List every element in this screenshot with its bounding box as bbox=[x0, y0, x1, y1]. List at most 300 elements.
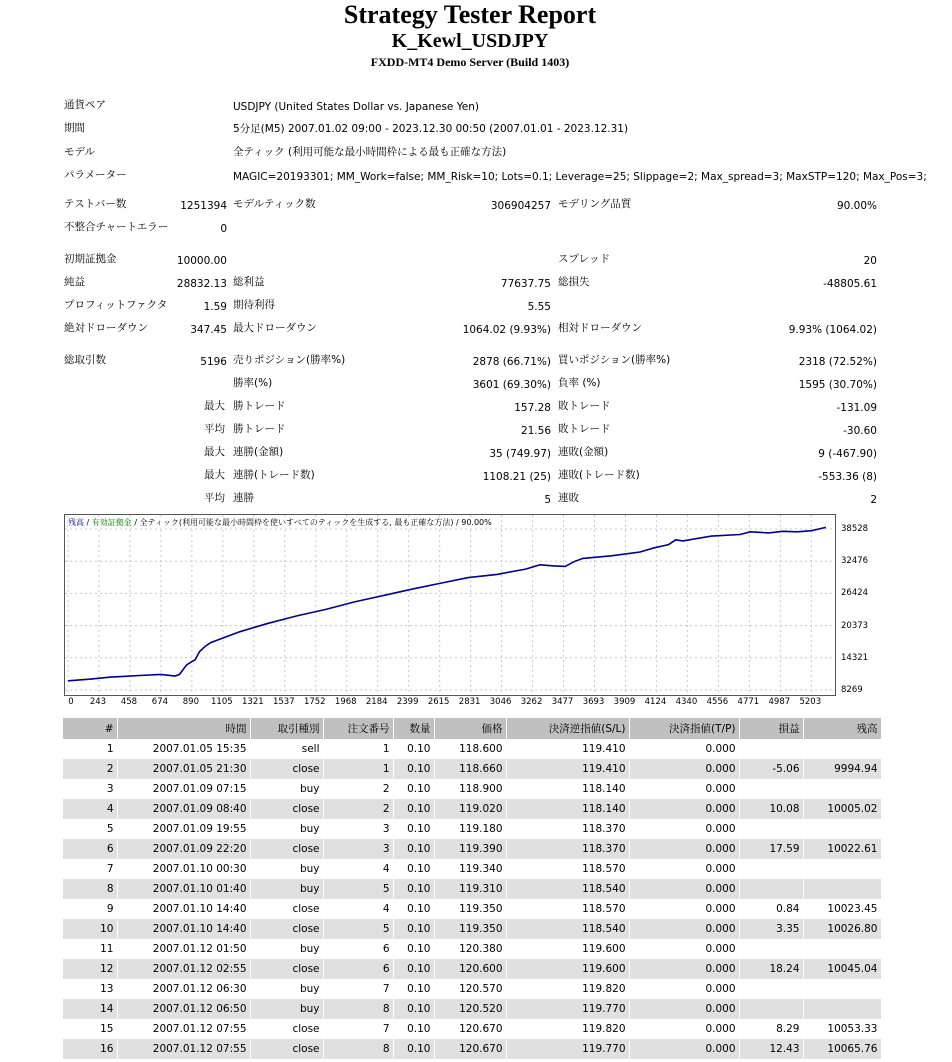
x-tick-label: 3477 bbox=[551, 697, 574, 707]
table-cell: 120.670 bbox=[434, 1039, 506, 1059]
table-cell bbox=[739, 819, 803, 839]
winrate-value: 3601 (69.30%) bbox=[472, 379, 551, 391]
x-tick-label: 1537 bbox=[272, 697, 295, 707]
deposit-value: 10000.00 bbox=[176, 255, 227, 267]
table-cell: 0.000 bbox=[629, 999, 739, 1019]
table-cell: 0.000 bbox=[629, 939, 739, 959]
symbol-label: 通貨ペア bbox=[64, 99, 106, 111]
table-cell: 0.10 bbox=[393, 919, 434, 939]
lossrate-label: 負率 (%) bbox=[558, 377, 601, 389]
table-cell: 3 bbox=[323, 819, 393, 839]
table-cell: 10045.04 bbox=[803, 959, 881, 979]
table-row bbox=[63, 919, 881, 939]
avg-loss-label: 敗トレード bbox=[558, 423, 611, 435]
table-cell: 4 bbox=[63, 799, 117, 819]
ticks-label: モデルティック数 bbox=[233, 198, 316, 210]
table-cell: 2007.01.05 21:30 bbox=[117, 759, 250, 779]
table-cell: 118.370 bbox=[506, 839, 629, 859]
table-cell: 8 bbox=[323, 1039, 393, 1059]
table-cell: 0.000 bbox=[629, 859, 739, 879]
table-cell: 0.10 bbox=[393, 839, 434, 859]
table-row bbox=[63, 879, 881, 899]
avg-consec-losses-label: 連敗 bbox=[558, 492, 579, 504]
table-row bbox=[63, 899, 881, 919]
table-cell: 12 bbox=[63, 959, 117, 979]
avg-consec-losses-value: 2 bbox=[870, 494, 877, 506]
table-cell: 2007.01.12 07:55 bbox=[117, 1039, 250, 1059]
table-cell: buy bbox=[250, 779, 323, 799]
table-cell: 2007.01.09 07:15 bbox=[117, 779, 250, 799]
table-cell: 119.020 bbox=[434, 799, 506, 819]
table-cell: 120.600 bbox=[434, 959, 506, 979]
table-cell: 2007.01.09 08:40 bbox=[117, 799, 250, 819]
max-consec-wins-value: 35 (749.97) bbox=[489, 448, 551, 460]
table-cell: 2007.01.09 19:55 bbox=[117, 819, 250, 839]
table-cell: 2 bbox=[323, 779, 393, 799]
table-cell bbox=[803, 939, 881, 959]
x-tick-label: 3909 bbox=[613, 697, 636, 707]
table-cell: 120.670 bbox=[434, 1019, 506, 1039]
pf-value: 1.59 bbox=[203, 301, 227, 313]
x-tick-label: 890 bbox=[182, 697, 199, 707]
period-label: 期間 bbox=[64, 122, 85, 134]
table-row bbox=[63, 939, 881, 959]
avg-word: 平均 bbox=[204, 423, 225, 435]
table-cell: 119.410 bbox=[506, 739, 629, 759]
table-cell: sell bbox=[250, 739, 323, 759]
bars-value: 1251394 bbox=[180, 200, 227, 212]
table-cell: buy bbox=[250, 819, 323, 839]
column-header: 損益 bbox=[739, 718, 803, 739]
table-cell: 2007.01.10 14:40 bbox=[117, 919, 250, 939]
expected-label: 期待利得 bbox=[233, 299, 275, 311]
avg-consec-wins-value: 5 bbox=[544, 494, 551, 506]
table-row bbox=[63, 979, 881, 999]
quality-value: 90.00% bbox=[836, 200, 877, 212]
column-header: # bbox=[63, 718, 117, 739]
legend-separator: / bbox=[84, 518, 92, 527]
y-tick-label: 20373 bbox=[841, 620, 869, 631]
long-label: 買いポジション(勝率%) bbox=[558, 354, 671, 366]
table-cell: 118.140 bbox=[506, 779, 629, 799]
x-tick-label: 4987 bbox=[768, 697, 791, 707]
short-value: 2878 (66.71%) bbox=[472, 356, 551, 368]
table-cell: 0.000 bbox=[629, 779, 739, 799]
table-body bbox=[63, 739, 881, 1059]
table-row bbox=[63, 859, 881, 879]
table-cell: 0.000 bbox=[629, 1019, 739, 1039]
avg-consec-wins-label: 連勝 bbox=[233, 492, 254, 504]
table-cell: 118.900 bbox=[434, 779, 506, 799]
x-tick-label: 4556 bbox=[706, 697, 729, 707]
table-cell: 119.310 bbox=[434, 879, 506, 899]
ticks-value: 306904257 bbox=[490, 200, 551, 212]
table-cell: 0.10 bbox=[393, 1019, 434, 1039]
params-label: パラメーター bbox=[64, 169, 127, 181]
pf-label: プロフィットファクタ bbox=[64, 299, 168, 311]
table-cell bbox=[739, 939, 803, 959]
table-cell: close bbox=[250, 899, 323, 919]
table-cell: 17.59 bbox=[739, 839, 803, 859]
table-cell: 7 bbox=[63, 859, 117, 879]
max-consec-profit-value: 1108.21 (25) bbox=[482, 471, 551, 483]
max-word: 最大 bbox=[204, 400, 225, 412]
y-tick-label: 8269 bbox=[841, 685, 863, 695]
column-header: 注文番号 bbox=[323, 718, 393, 739]
table-cell: 0.10 bbox=[393, 779, 434, 799]
table-cell: 0.10 bbox=[393, 999, 434, 1019]
x-tick-label: 2615 bbox=[427, 697, 450, 707]
table-cell: 16 bbox=[63, 1039, 117, 1059]
largest-loss-value: -131.09 bbox=[836, 402, 877, 414]
column-header: 決済逆指値(S/L) bbox=[506, 718, 629, 739]
table-cell: 119.820 bbox=[506, 979, 629, 999]
net-value: 28832.13 bbox=[176, 278, 227, 290]
table-cell bbox=[803, 879, 881, 899]
table-cell: buy bbox=[250, 999, 323, 1019]
table-cell: 7 bbox=[323, 979, 393, 999]
winrate-label: 勝率(%) bbox=[233, 377, 273, 389]
max-consec-loss-value: -553.36 (8) bbox=[818, 471, 877, 483]
table-cell: 0.84 bbox=[739, 899, 803, 919]
column-header: 時間 bbox=[117, 718, 250, 739]
table-cell bbox=[739, 979, 803, 999]
long-value: 2318 (72.52%) bbox=[798, 356, 877, 368]
table-cell: 7 bbox=[323, 1019, 393, 1039]
balance-chart-svg bbox=[65, 515, 835, 695]
table-cell: buy bbox=[250, 879, 323, 899]
table-cell: 0.10 bbox=[393, 759, 434, 779]
legend-separator: / bbox=[131, 518, 140, 527]
table-cell: 0.000 bbox=[629, 919, 739, 939]
table-cell: 119.410 bbox=[506, 759, 629, 779]
table-row bbox=[63, 839, 881, 859]
gross-profit-label: 総利益 bbox=[233, 276, 265, 288]
table-cell: 119.770 bbox=[506, 1039, 629, 1059]
max-consec-losses-value: 9 (-467.90) bbox=[818, 448, 877, 460]
table-cell: 9 bbox=[63, 899, 117, 919]
abs-dd-label: 絶対ドローダウン bbox=[64, 322, 148, 334]
table-cell: 119.350 bbox=[434, 919, 506, 939]
max-dd-label: 最大ドローダウン bbox=[233, 322, 317, 334]
short-label: 売りポジション(勝率%) bbox=[233, 354, 346, 366]
table-cell: 10065.76 bbox=[803, 1039, 881, 1059]
period-value: 5分足(M5) 2007.01.02 09:00 - 2023.12.30 00:50 (2007.01.01 - 2023.12.31) bbox=[233, 123, 629, 135]
table-cell: 2007.01.12 06:50 bbox=[117, 999, 250, 1019]
table-cell: 0.10 bbox=[393, 739, 434, 759]
server-name: FXDD-MT4 Demo Server (Build 1403) bbox=[370, 55, 570, 69]
table-cell: 119.340 bbox=[434, 859, 506, 879]
table-cell: 0.10 bbox=[393, 859, 434, 879]
x-tick-label: 1752 bbox=[303, 697, 326, 707]
quality-label: モデリング品質 bbox=[558, 198, 632, 210]
gross-loss-value: -48805.61 bbox=[823, 278, 877, 290]
table-cell: close bbox=[250, 1039, 323, 1059]
table-cell bbox=[803, 819, 881, 839]
table-cell bbox=[739, 879, 803, 899]
table-cell: 3 bbox=[63, 779, 117, 799]
table-cell: close bbox=[250, 1019, 323, 1039]
gross-profit-value: 77637.75 bbox=[500, 278, 551, 290]
rel-dd-value: 9.93% (1064.02) bbox=[788, 324, 877, 336]
table-cell bbox=[803, 859, 881, 879]
x-tick-label: 5203 bbox=[799, 697, 822, 707]
table-cell: 5 bbox=[323, 919, 393, 939]
legend-balance: 残高 bbox=[68, 518, 84, 527]
table-cell: 0.000 bbox=[629, 899, 739, 919]
table-cell: close bbox=[250, 799, 323, 819]
table-cell bbox=[803, 779, 881, 799]
x-tick-label: 458 bbox=[120, 697, 138, 707]
table-cell: 119.770 bbox=[506, 999, 629, 1019]
table-row bbox=[63, 759, 881, 779]
table-cell: 8 bbox=[323, 999, 393, 1019]
bars-label: テストバー数 bbox=[64, 198, 127, 210]
table-cell: 2007.01.05 15:35 bbox=[117, 739, 250, 759]
table-cell: 0.000 bbox=[629, 1039, 739, 1059]
column-header: 決済指値(T/P) bbox=[629, 718, 739, 739]
table-cell: 0.10 bbox=[393, 899, 434, 919]
table-cell: 120.520 bbox=[434, 999, 506, 1019]
lossrate-value: 1595 (30.70%) bbox=[798, 379, 877, 391]
table-cell: 119.820 bbox=[506, 1019, 629, 1039]
table-cell: 118.540 bbox=[506, 879, 629, 899]
table-row bbox=[63, 779, 881, 799]
abs-dd-value: 347.45 bbox=[190, 324, 227, 336]
table-cell bbox=[803, 979, 881, 999]
table-cell: 119.350 bbox=[434, 899, 506, 919]
table-cell bbox=[739, 859, 803, 879]
y-tick-label: 32476 bbox=[841, 556, 869, 567]
table-cell: 3 bbox=[323, 839, 393, 859]
table-cell: 0.000 bbox=[629, 979, 739, 999]
gross-loss-label: 総損失 bbox=[558, 276, 590, 288]
table-cell: 2007.01.10 00:30 bbox=[117, 859, 250, 879]
table-cell: 0.10 bbox=[393, 959, 434, 979]
max-consec-losses-label: 連敗(金額) bbox=[558, 446, 609, 458]
table-cell: 2007.01.12 02:55 bbox=[117, 959, 250, 979]
table-cell: 119.180 bbox=[434, 819, 506, 839]
mismatch-label: 不整合チャートエラー bbox=[64, 221, 169, 233]
table-cell: 118.140 bbox=[506, 799, 629, 819]
column-header: 取引種別 bbox=[250, 718, 323, 739]
table-cell: 1 bbox=[63, 739, 117, 759]
report-subtitle: K_Kewl_USDJPY bbox=[391, 30, 549, 52]
max-consec-wins-label: 連勝(金額) bbox=[233, 446, 284, 458]
table-cell bbox=[803, 999, 881, 1019]
avg-win-value: 21.56 bbox=[520, 425, 551, 437]
table-cell: 119.600 bbox=[506, 959, 629, 979]
spread-label: スプレッド bbox=[558, 253, 610, 265]
table-cell: buy bbox=[250, 859, 323, 879]
table-cell: 119.600 bbox=[506, 939, 629, 959]
avg-win-label: 勝トレード bbox=[233, 423, 286, 435]
legend-model-text: 全ティック(利用可能な最小時間枠を使いすべてのティックを生成する, 最も正確な方法) / 90.00% bbox=[139, 518, 492, 527]
table-cell: 3.35 bbox=[739, 919, 803, 939]
table-cell: close bbox=[250, 959, 323, 979]
rel-dd-label: 相対ドローダウン bbox=[558, 322, 642, 334]
table-cell: 0.10 bbox=[393, 939, 434, 959]
mismatch-value: 0 bbox=[220, 223, 227, 235]
table-row bbox=[63, 1019, 881, 1039]
table-cell: 0.10 bbox=[393, 799, 434, 819]
x-tick-label: 4124 bbox=[644, 697, 667, 707]
table-cell bbox=[739, 779, 803, 799]
table-cell: 120.380 bbox=[434, 939, 506, 959]
max-word: 最大 bbox=[204, 469, 225, 481]
x-tick-label: 2399 bbox=[396, 697, 419, 707]
table-cell: 0.000 bbox=[629, 839, 739, 859]
avg-loss-value: -30.60 bbox=[843, 425, 877, 437]
table-cell bbox=[739, 739, 803, 759]
total-trades-value: 5196 bbox=[200, 356, 227, 368]
table-cell: close bbox=[250, 759, 323, 779]
table-cell: 0.000 bbox=[629, 959, 739, 979]
table-cell: 12.43 bbox=[739, 1039, 803, 1059]
table-cell: 2007.01.10 01:40 bbox=[117, 879, 250, 899]
table-cell: 6 bbox=[63, 839, 117, 859]
table-cell: 5 bbox=[63, 819, 117, 839]
table-cell: 4 bbox=[323, 899, 393, 919]
y-tick-label: 26424 bbox=[841, 588, 869, 599]
deposit-label: 初期証拠金 bbox=[64, 253, 117, 265]
table-cell: 118.540 bbox=[506, 919, 629, 939]
x-tick-label: 2831 bbox=[458, 697, 481, 707]
table-cell: 0.10 bbox=[393, 879, 434, 899]
max-consec-profit-label: 連勝(トレード数) bbox=[233, 469, 315, 481]
table-cell: 18.24 bbox=[739, 959, 803, 979]
table-cell bbox=[803, 739, 881, 759]
x-tick-label: 674 bbox=[151, 697, 169, 707]
table-cell: 0.10 bbox=[393, 819, 434, 839]
column-header: 数量 bbox=[393, 718, 434, 739]
x-tick-label: 3046 bbox=[489, 697, 512, 707]
net-label: 純益 bbox=[64, 276, 85, 288]
table-cell: 2 bbox=[323, 799, 393, 819]
x-tick-label: 4771 bbox=[737, 697, 760, 707]
table-cell: 0.10 bbox=[393, 979, 434, 999]
trades-table bbox=[63, 718, 882, 1059]
table-cell: 0.000 bbox=[629, 819, 739, 839]
table-cell: 6 bbox=[323, 939, 393, 959]
params-value: MAGIC=20193301; MM_Work=false; MM_Risk=10; Lots=0.1; Leverage=25; Slippage=2; Max_spread=3; MaxSTP=120; Max_Pos=3; bbox=[233, 171, 927, 183]
table-cell: 2007.01.12 07:55 bbox=[117, 1019, 250, 1039]
table-cell bbox=[739, 999, 803, 1019]
table-cell: buy bbox=[250, 979, 323, 999]
table-cell: 10 bbox=[63, 919, 117, 939]
table-cell: 8 bbox=[63, 879, 117, 899]
table-cell: 10053.33 bbox=[803, 1019, 881, 1039]
table-cell: 8.29 bbox=[739, 1019, 803, 1039]
table-cell: 2 bbox=[63, 759, 117, 779]
symbol-value: USDJPY (United States Dollar vs. Japanese Yen) bbox=[233, 101, 479, 113]
table-cell: 15 bbox=[63, 1019, 117, 1039]
table-row bbox=[63, 999, 881, 1019]
x-tick-label: 2184 bbox=[365, 697, 388, 707]
spread-value: 20 bbox=[863, 255, 877, 267]
max-word: 最大 bbox=[204, 446, 225, 458]
table-row bbox=[63, 819, 881, 839]
report-title: Strategy Tester Report bbox=[343, 0, 597, 29]
table-cell: 118.370 bbox=[506, 819, 629, 839]
table-cell: 10005.02 bbox=[803, 799, 881, 819]
legend-equity: 有効証拠金 bbox=[91, 518, 132, 527]
table-cell: 118.600 bbox=[434, 739, 506, 759]
x-tick-label: 1105 bbox=[211, 697, 233, 707]
table-cell: 119.390 bbox=[434, 839, 506, 859]
largest-win-value: 157.28 bbox=[514, 402, 551, 414]
x-tick-label: 3262 bbox=[520, 697, 543, 707]
x-tick-label: 243 bbox=[89, 697, 107, 707]
table-row bbox=[63, 799, 881, 819]
table-cell: 5 bbox=[323, 879, 393, 899]
table-cell: 2007.01.09 22:20 bbox=[117, 839, 250, 859]
x-tick-label: 4340 bbox=[675, 697, 698, 707]
table-cell: 118.570 bbox=[506, 859, 629, 879]
table-cell: 1 bbox=[323, 759, 393, 779]
table-cell: 2007.01.12 01:50 bbox=[117, 939, 250, 959]
table-cell: 11 bbox=[63, 939, 117, 959]
table-cell: 0.000 bbox=[629, 739, 739, 759]
column-header: 残高 bbox=[803, 718, 881, 739]
table-row bbox=[63, 1039, 881, 1059]
table-header-row bbox=[63, 718, 881, 739]
table-cell: 0.10 bbox=[393, 1039, 434, 1059]
x-tick-label: 1321 bbox=[242, 697, 264, 707]
table-cell: 2007.01.10 14:40 bbox=[117, 899, 250, 919]
expected-value: 5.55 bbox=[527, 301, 551, 313]
model-label: モデル bbox=[64, 146, 95, 158]
table-cell: 4 bbox=[323, 859, 393, 879]
table-cell: 10023.45 bbox=[803, 899, 881, 919]
y-tick-label: 14321 bbox=[841, 652, 869, 663]
table-cell: 0.000 bbox=[629, 799, 739, 819]
table-cell: 118.660 bbox=[434, 759, 506, 779]
balance-chart bbox=[64, 514, 836, 696]
max-consec-loss-label: 連敗(トレード数) bbox=[558, 469, 640, 481]
table-cell: 14 bbox=[63, 999, 117, 1019]
table-cell: 118.570 bbox=[506, 899, 629, 919]
total-trades-label: 総取引数 bbox=[64, 354, 106, 366]
table-row bbox=[63, 959, 881, 979]
table-row bbox=[63, 739, 881, 759]
table-cell: 10022.61 bbox=[803, 839, 881, 859]
table-cell: 9994.94 bbox=[803, 759, 881, 779]
chart-legend bbox=[68, 517, 492, 528]
table-cell: 0.000 bbox=[629, 879, 739, 899]
table-cell: 0.000 bbox=[629, 759, 739, 779]
x-tick-label: 1968 bbox=[334, 697, 357, 707]
table-cell: close bbox=[250, 839, 323, 859]
model-value: 全ティック (利用可能な最小時間枠による最も正確な方法) bbox=[233, 146, 507, 158]
table-cell: 2007.01.12 06:30 bbox=[117, 979, 250, 999]
column-header: 価格 bbox=[434, 718, 506, 739]
largest-win-label: 勝トレード bbox=[233, 400, 286, 412]
table-cell: -5.06 bbox=[739, 759, 803, 779]
table-cell: buy bbox=[250, 939, 323, 959]
table-cell: 13 bbox=[63, 979, 117, 999]
max-dd-value: 1064.02 (9.93%) bbox=[462, 324, 551, 336]
table-cell: 10026.80 bbox=[803, 919, 881, 939]
avg-word: 平均 bbox=[204, 492, 225, 504]
table-cell: 120.570 bbox=[434, 979, 506, 999]
table-cell: 10.08 bbox=[739, 799, 803, 819]
table-cell: 6 bbox=[323, 959, 393, 979]
table-cell: 1 bbox=[323, 739, 393, 759]
x-tick-label: 0 bbox=[68, 697, 74, 707]
x-tick-label: 3693 bbox=[582, 697, 605, 707]
largest-loss-label: 敗トレード bbox=[558, 400, 611, 412]
